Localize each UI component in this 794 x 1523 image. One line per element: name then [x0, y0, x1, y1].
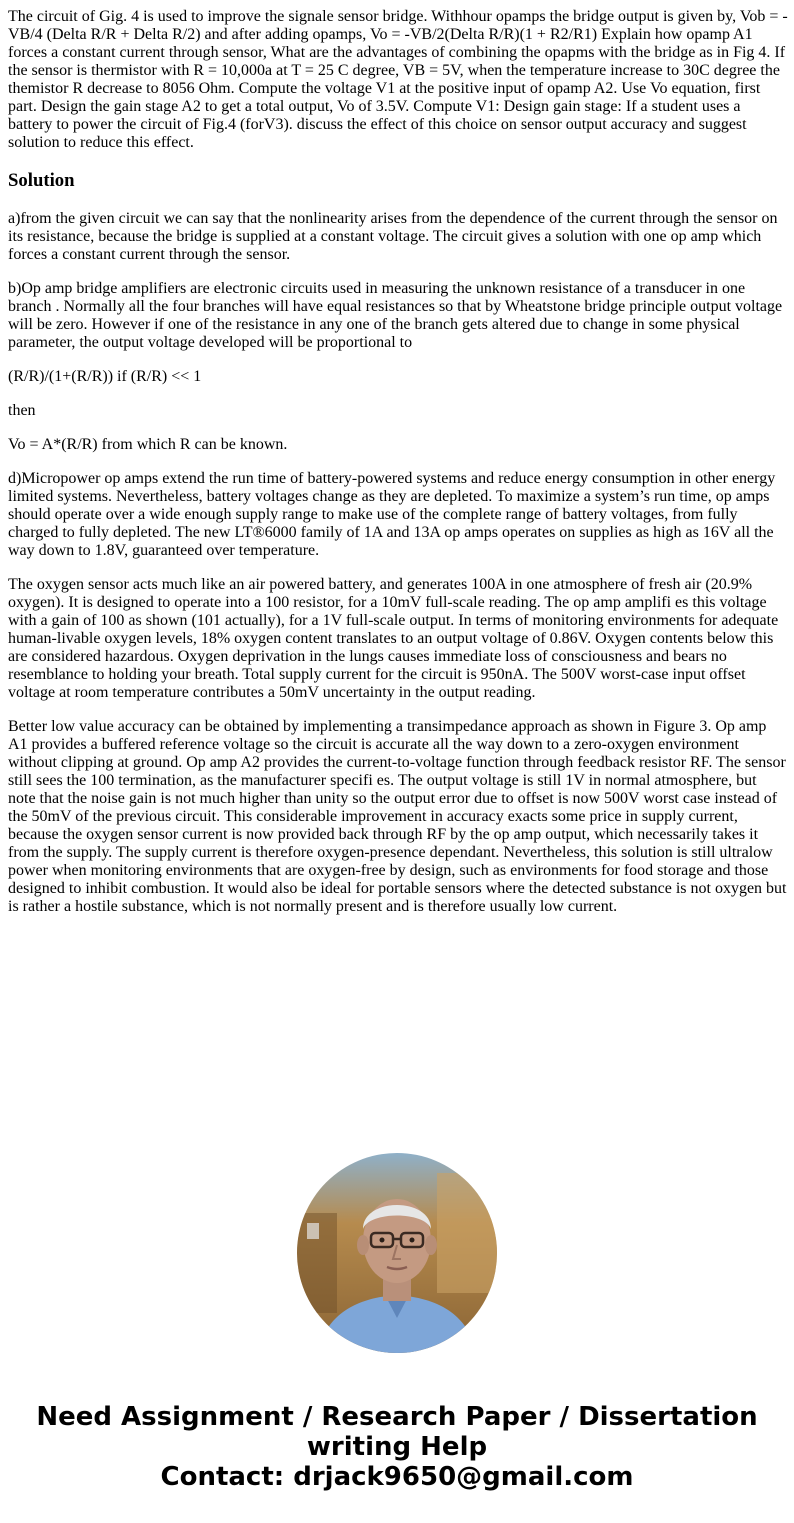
formula-line: (R/R)/(1+(R/R)) if (R/R) << 1	[8, 368, 202, 385]
paragraph: The oxygen sensor acts much like an air powered battery, and generates 100A in one atmosphere of fresh air (20.9% oxygen). It is designed to operate into a 100 resistor, for a 10mV full-scale reading. The op amp amplifi es this voltage with a gain of 100 as shown (101 actually), for a 1V full-scale output. In terms of monitoring environments for adequate human-livable oxygen levels, 18% oxygen content translates to an output voltage of 0.86V. Oxygen contents below this are considered hazardous. Oxygen deprivation in the lungs causes immediate loss of consciousness and bears no resemblance to holding your breath. Total supply current for the circuit is 950nA. The 500V worst-case input offset voltage at room temperature contributes a 50mV uncertainty in the output reading.	[8, 576, 779, 701]
avatar	[297, 1153, 497, 1353]
solution-heading: Solution	[8, 170, 75, 191]
paragraph: d)Micropower op amps extend the run time of battery-powered systems and reduce energy consumption in other energy limited systems. Nevertheless, battery voltages change as they are depleted. To maximize a system’s run time, op amps should operate over a wide enough supply range to make use of the complete range of battery voltages, from fully charged to fully depleted. The new LT®6000 family of 1A and 13A op amps operates on supplies as high as 16V all the way down to 1.8V, guaranteed over temperature.	[8, 470, 776, 559]
document-body	[8, 8, 788, 932]
paragraph: then	[8, 402, 36, 419]
person-portrait-icon	[297, 1153, 497, 1353]
footer-line: writing Help	[306, 1432, 488, 1462]
paragraph: b)Op amp bridge amplifiers are electronic circuits used in measuring the unknown resistance of a transducer in one branch . Normally all the four branches will have equal resistances so that by Wheatstone bridge principle output voltage will be zero. However if one of the resistance in any one of the branch gets altered due to change in some physical parameter, the output voltage developed will be proportional to	[8, 280, 783, 351]
formula-line: Vo = A*(R/R) from which R can be known.	[8, 436, 288, 453]
footer-banner	[0, 1402, 794, 1492]
paragraph: a)from the given circuit we can say that the nonlinearity arises from the dependence of the current through the sensor on its resistance, because the bridge is supplied at a constant voltage. The circuit gives a solution with one op amp which forces a constant current through the sensor.	[8, 210, 778, 263]
paragraph: Better low value accuracy can be obtained by implementing a transimpedance approach as shown in Figure 3. Op amp A1 provides a buffered reference voltage so the circuit is accurate all the way down to a zero-oxygen environment without clipping at ground. Op amp A2 provides the current-to-voltage function through feedback resistor RF. The sensor still sees the 100 termination, as the manufacturer specifi es. The output voltage is still 1V in normal atmosphere, but note that the noise gain is not much higher than unity so the output error due to offset is now 500V worst case instead of the 50mV of the previous circuit. This considerable improvement in accuracy exacts some price in supply current, because the oxygen sensor current is now provided back through RF by the op amp output, which necessarily takes it from the supply. The supply current is therefore oxygen-presence dependant. Nevertheless, this solution is still ultralow power when monitoring environments that are oxygen-free by design, such as environments for food storage and those designed to inhibit combustion. It would also be ideal for portable sensors where the detected substance is not oxygen but is rather a hostile substance, which is not normally present and is therefore usually low current.	[8, 718, 787, 915]
footer-line: Need Assignment / Research Paper / Dissertation	[36, 1402, 758, 1432]
footer-contact: Contact: drjack9650@gmail.com	[160, 1462, 634, 1492]
question-text: The circuit of Gig. 4 is used to improve the signale sensor bridge. Withhour opamps the bridge output is given by, Vob = -VB/4 (Delta R/R + Delta R/2) and after adding opamps, Vo = -VB/2(Delta R/R)(1 + R2/R1) Explain how opamp A1 forces a constant current through sensor, What are the advantages of combining the opapms with the bridge as in Fig 4. If the sensor is thermistor with R = 10,000a at T = 25 C degree, VB = 5V, when the temperature increase to 30C degree the themistor R decrease to 8056 Ohm. Compute the voltage V1 at the positive input of opamp A2. Use Vo equation, first part. Design the gain stage A2 to get a total output, Vo of 3.5V. Compute V1: Design gain stage: If a student uses a battery to power the circuit of Fig.4 (forV3). discuss the effect of this choice on sensor output accuracy and suggest solution to reduce this effect.	[8, 8, 788, 151]
